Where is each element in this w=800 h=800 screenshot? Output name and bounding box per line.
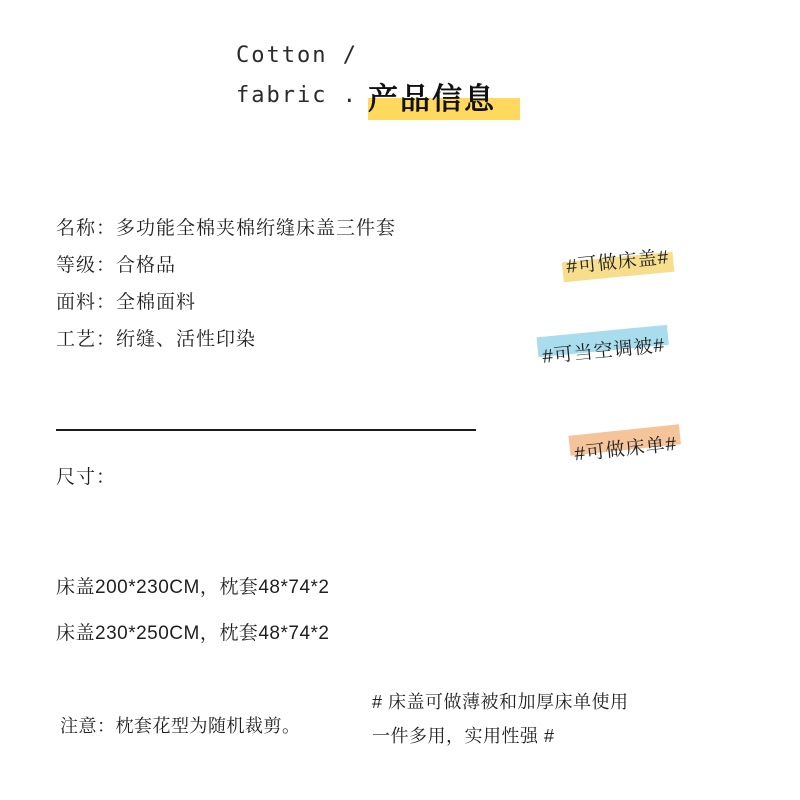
- size-row-1: 床盖200*230CM，枕套48*74*2: [56, 577, 330, 598]
- english-title-line2: fabric .: [236, 83, 358, 108]
- tag-label-2: #可当空调被#: [541, 335, 667, 368]
- footer-note-line1: # 床盖可做薄被和加厚床单使用: [372, 692, 629, 712]
- footer-note: [372, 685, 772, 753]
- tag-label-3: #可做床单#: [573, 433, 679, 466]
- size-row-2: 床盖230*250CM，枕套48*74*2: [56, 623, 330, 644]
- page-title-text: 产品信息: [368, 83, 496, 116]
- spec-row-craft: 工艺：绗缝、活性印染: [56, 329, 257, 350]
- spec-row-fabric: 面料：全棉面料: [56, 292, 197, 313]
- english-title-line1: Cotton /: [236, 43, 358, 68]
- page-header: [0, 0, 800, 150]
- tag-label-1: #可做床盖#: [565, 247, 671, 278]
- feature-tag-bedspread: [561, 240, 675, 282]
- section-divider: [56, 429, 476, 431]
- spec-row-grade: 等级：合格品: [56, 255, 177, 276]
- footer-note-line2: 一件多用，实用性强 #: [372, 726, 555, 746]
- feature-tag-aircon-quilt: [537, 328, 671, 371]
- spec-row-name: 名称：多功能全棉夹棉绗缝床盖三件套: [56, 218, 397, 239]
- spec-list: [56, 210, 526, 358]
- size-section-label: 尺寸：: [56, 467, 117, 488]
- size-list: [56, 565, 526, 657]
- notice-text: 注意：枕套花型为随机裁剪。: [60, 716, 301, 736]
- page-title: [368, 80, 496, 120]
- feature-tag-bedsheet: [569, 426, 683, 468]
